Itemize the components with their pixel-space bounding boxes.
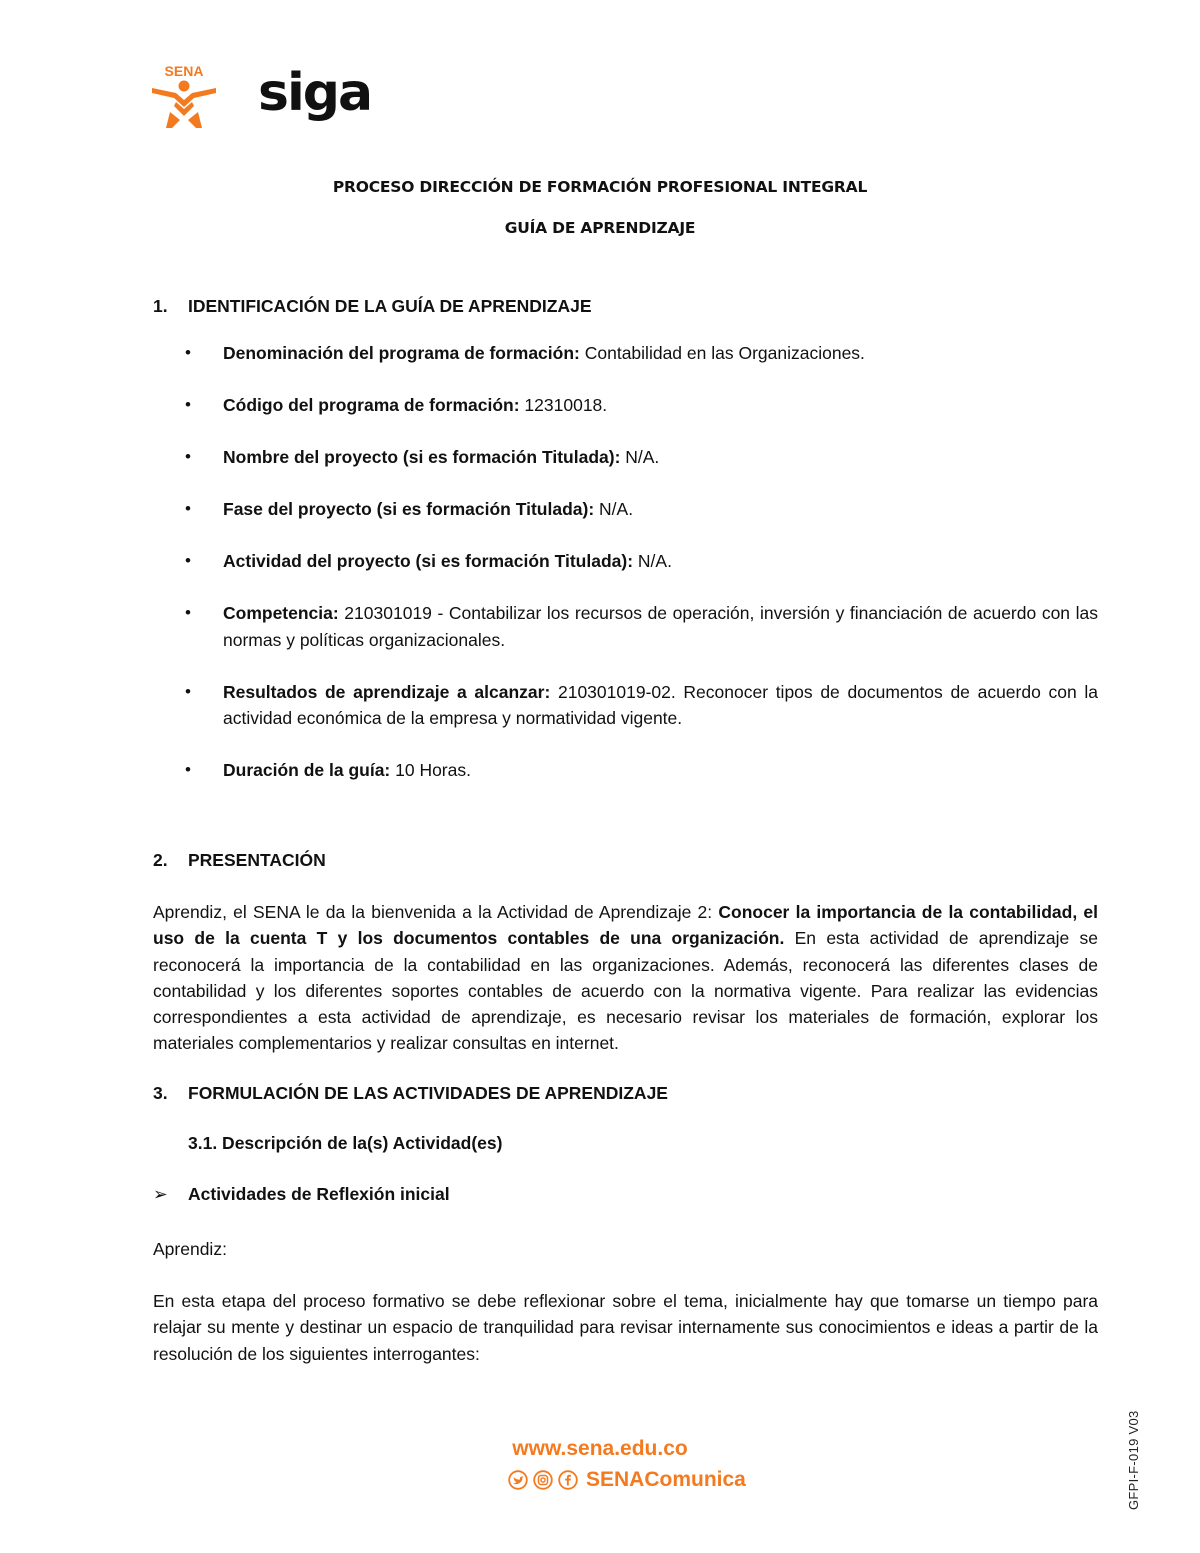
- reflection-heading: [153, 1184, 450, 1205]
- facebook-icon[interactable]: [558, 1470, 578, 1490]
- instagram-icon[interactable]: [533, 1470, 553, 1490]
- item-value: 12310018.: [519, 395, 608, 415]
- item-label: Competencia:: [223, 603, 339, 623]
- bullet-icon: •: [185, 603, 191, 622]
- item-label: Actividad del proyecto (si es formación Titulada):: [223, 551, 634, 571]
- bullet-icon: •: [185, 343, 191, 362]
- bullet-icon: •: [185, 760, 191, 779]
- bullet-icon: •: [185, 681, 191, 701]
- list-item: [153, 757, 1098, 784]
- twitter-icon[interactable]: [508, 1470, 528, 1490]
- footer-social: [508, 1466, 746, 1494]
- presentation-paragraph: [153, 899, 1098, 1057]
- section-title: FORMULACIÓN DE LAS ACTIVIDADES DE APRENDIZAJE: [188, 1083, 668, 1103]
- svg-text:siga: siga: [258, 66, 372, 123]
- list-item: [153, 392, 1098, 419]
- svg-text:SENA: SENA: [164, 63, 204, 79]
- section-title: PRESENTACIÓN: [188, 850, 326, 870]
- section-number: 3.: [153, 1083, 168, 1103]
- item-value: 210301019 - Contabilizar los recursos de operación, inversión y financiación de acuerdo con las normas y políticas organizacionales.: [223, 603, 1098, 650]
- list-item: [153, 444, 1098, 471]
- item-label: Resultados de aprendizaje a alcanzar:: [223, 681, 551, 702]
- reflection-paragraph: En esta etapa del proceso formativo se debe reflexionar sobre el tema, inicialmente hay que tomarse un tiempo para relajar su mente y destinar un espacio de tranquilidad para revisar internamente sus conocimientos e ideas a partir de la resolución de los siguientes interrogantes:: [153, 1291, 1098, 1364]
- item-label: Duración de la guía:: [223, 760, 391, 780]
- arrow-icon: ➢: [153, 1184, 168, 1204]
- list-item: [153, 548, 1098, 575]
- item-value: 10 Horas.: [390, 760, 471, 780]
- item-label: Nombre del proyecto (si es formación Titulada):: [223, 447, 621, 467]
- bullet-icon: •: [185, 499, 191, 518]
- section-3-heading: [153, 1083, 668, 1104]
- item-label: Código del programa de formación:: [223, 395, 520, 415]
- greeting: Aprendiz:: [153, 1239, 227, 1259]
- list-item: [153, 496, 1098, 523]
- item-value: N/A.: [620, 447, 660, 467]
- item-label: Denominación del programa de formación:: [223, 343, 580, 363]
- sena-logo: [150, 62, 218, 128]
- item-value: 210301019-02. Reconocer tipos de documentos de acuerdo con la actividad económica de la empresa y normatividad vigente.: [223, 681, 1098, 728]
- list-item: [153, 340, 1098, 367]
- footer-url[interactable]: www.sena.edu.co: [512, 1437, 688, 1460]
- item-label: Fase del proyecto (si es formación Titulada):: [223, 499, 595, 519]
- subsection-title: 3.1. Descripción de la(s) Actividad(es): [188, 1133, 503, 1153]
- reflection-title: Actividades de Reflexión inicial: [188, 1184, 450, 1204]
- list-item: [153, 600, 1098, 653]
- presentation-rest: En esta actividad de aprendizaje se reconocerá la importancia de la contabilidad en las organizaciones. Además, reconocerá las diferentes clases de contabilidad y los diferentes soportes contables de acuerdo con la normativa vigente. Para realizar las evidencias correspondientes a esta actividad de aprendizaje, es necesario revisar los materiales de formación, explorar los materiales complementarios y realizar consultas en internet.: [153, 928, 1099, 1054]
- bullet-icon: •: [185, 395, 191, 414]
- presentation-intro: Aprendiz, el SENA le da la bienvenida a la Actividad de Aprendizaje 2:: [153, 902, 719, 922]
- presentation-bold: Conocer la importancia de la contabilidad, el uso de la cuenta T y los documentos contables de una organización.: [153, 902, 1098, 949]
- identification-list: [153, 340, 1098, 809]
- section-number: 2.: [153, 850, 168, 870]
- section-1-heading: [153, 296, 592, 317]
- social-handle[interactable]: SENAComunica: [586, 1468, 746, 1491]
- process-title: PROCESO DIRECCIÓN DE FORMACIÓN PROFESIONAL INTEGRAL: [332, 178, 868, 196]
- list-item: [153, 679, 1098, 732]
- section-2-heading: [153, 850, 326, 871]
- document-code: GFPI-F-019 V03: [1126, 1410, 1141, 1510]
- guide-title: GUÍA DE APRENDIZAJE: [504, 219, 696, 237]
- siga-logo: [258, 66, 388, 126]
- item-value: N/A.: [594, 499, 634, 519]
- item-value: N/A.: [633, 551, 672, 571]
- bullet-icon: •: [185, 551, 191, 570]
- section-number: 1.: [153, 296, 168, 316]
- bullet-icon: •: [185, 447, 191, 466]
- section-title: IDENTIFICACIÓN DE LA GUÍA DE APRENDIZAJE: [188, 296, 592, 316]
- header-logos: [150, 62, 390, 132]
- item-value: Contabilidad en las Organizaciones.: [579, 343, 865, 363]
